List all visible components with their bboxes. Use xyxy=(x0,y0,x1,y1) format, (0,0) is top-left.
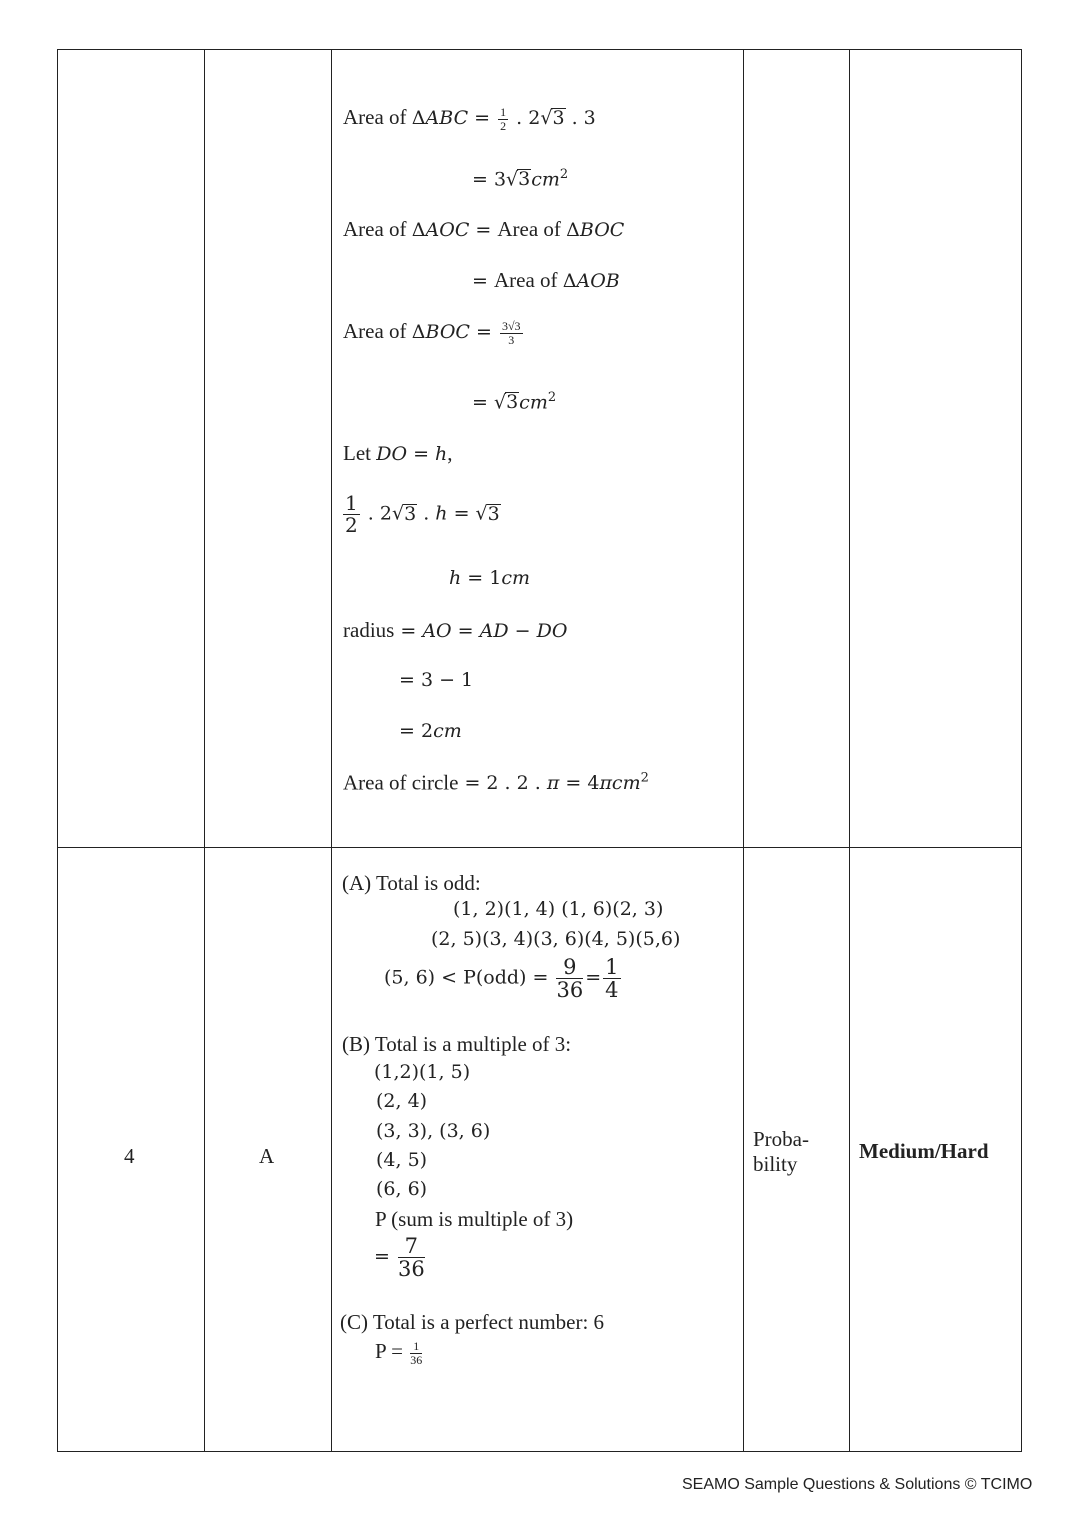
area-circle-line: Area of circle = 2 . 2 . π = 4πcm$^2$ xyxy=(343,770,649,795)
column-divider xyxy=(849,50,850,1451)
radius-step: = 3 − 1 xyxy=(399,669,474,691)
column-divider xyxy=(204,50,205,1451)
fraction: $\frac{1}{36}$ xyxy=(410,1339,423,1367)
solution-table xyxy=(57,49,1022,1452)
area-abc-line: Area of ΔABC = $\frac{1}{2}$ . 2√3 . 3 xyxy=(343,104,596,133)
column-divider xyxy=(331,50,332,1451)
part-b-title: (B) Total is a multiple of 3: xyxy=(342,1032,572,1056)
fraction: $\frac{1}{4}$ xyxy=(605,955,619,1003)
part-a-pairs-1: (1, 2)(1, 4) (1, 6)(2, 3) xyxy=(453,898,664,920)
answer-key: A xyxy=(259,1144,275,1168)
column-divider xyxy=(743,50,744,1451)
let-line: Let DO = h, xyxy=(343,441,453,465)
height-equation: $\frac{1}{2}$ . 2√3 . h = √3 xyxy=(345,491,500,537)
height-result: h = 1cm xyxy=(449,567,531,589)
difficulty-label: Medium/Hard xyxy=(859,1139,989,1163)
part-b-pair: (1,2)(1, 5) xyxy=(374,1061,471,1083)
topic-line-1: Proba- xyxy=(753,1127,809,1151)
area-abc-result: = $3√3cm^2$ xyxy=(472,167,569,191)
topic-line-2: bility xyxy=(753,1152,798,1176)
area-boc-result: = $√3cm^2$ xyxy=(472,390,557,414)
area-boc-line: Area of ΔBOC = $\frac{3√3}{3}$ xyxy=(343,318,521,347)
part-b-pair: (6, 6) xyxy=(376,1178,428,1200)
part-a-title: (A) Total is odd: xyxy=(342,871,481,895)
area-aob-line: = Area of ΔAOB xyxy=(472,268,620,292)
part-a-probability: (5, 6) < P(odd) = $\frac{9}{36}$ = $\frac{1}{4}$ xyxy=(384,955,619,1003)
fraction: $\frac{7}{36}$ xyxy=(397,1234,425,1282)
row-divider xyxy=(58,847,1021,848)
part-c-probability: P = $\frac{1}{36}$ xyxy=(375,1338,423,1367)
area-aoc-line: Area of ΔAOC = Area of ΔBOC xyxy=(343,217,625,241)
part-b-probability-label: P (sum is multiple of 3) xyxy=(375,1207,574,1231)
fraction: $\frac{1}{2}$ xyxy=(345,491,358,537)
radius-line: radius = AO = AD − DO xyxy=(343,618,568,642)
part-c-title: (C) Total is a perfect number: 6 xyxy=(340,1310,605,1334)
part-b-probability: = $\frac{7}{36}$ xyxy=(374,1234,425,1282)
part-b-pair: (4, 5) xyxy=(376,1149,428,1171)
part-b-pair: (2, 4) xyxy=(376,1090,428,1112)
fraction: $\frac{3√3}{3}$ xyxy=(501,319,521,347)
fraction: $\frac{1}{2}$ xyxy=(500,105,507,133)
radius-result: = 2cm xyxy=(399,720,462,742)
part-a-pairs-2: (2, 5)(3, 4)(3, 6)(4, 5)(5,6) xyxy=(431,928,681,950)
page-footer: SEAMO Sample Questions & Solutions © TCIMO xyxy=(682,1476,1033,1493)
fraction: $\frac{9}{36}$ xyxy=(556,955,584,1003)
question-number: 4 xyxy=(124,1144,135,1168)
part-b-pair: (3, 3), (3, 6) xyxy=(376,1120,491,1142)
